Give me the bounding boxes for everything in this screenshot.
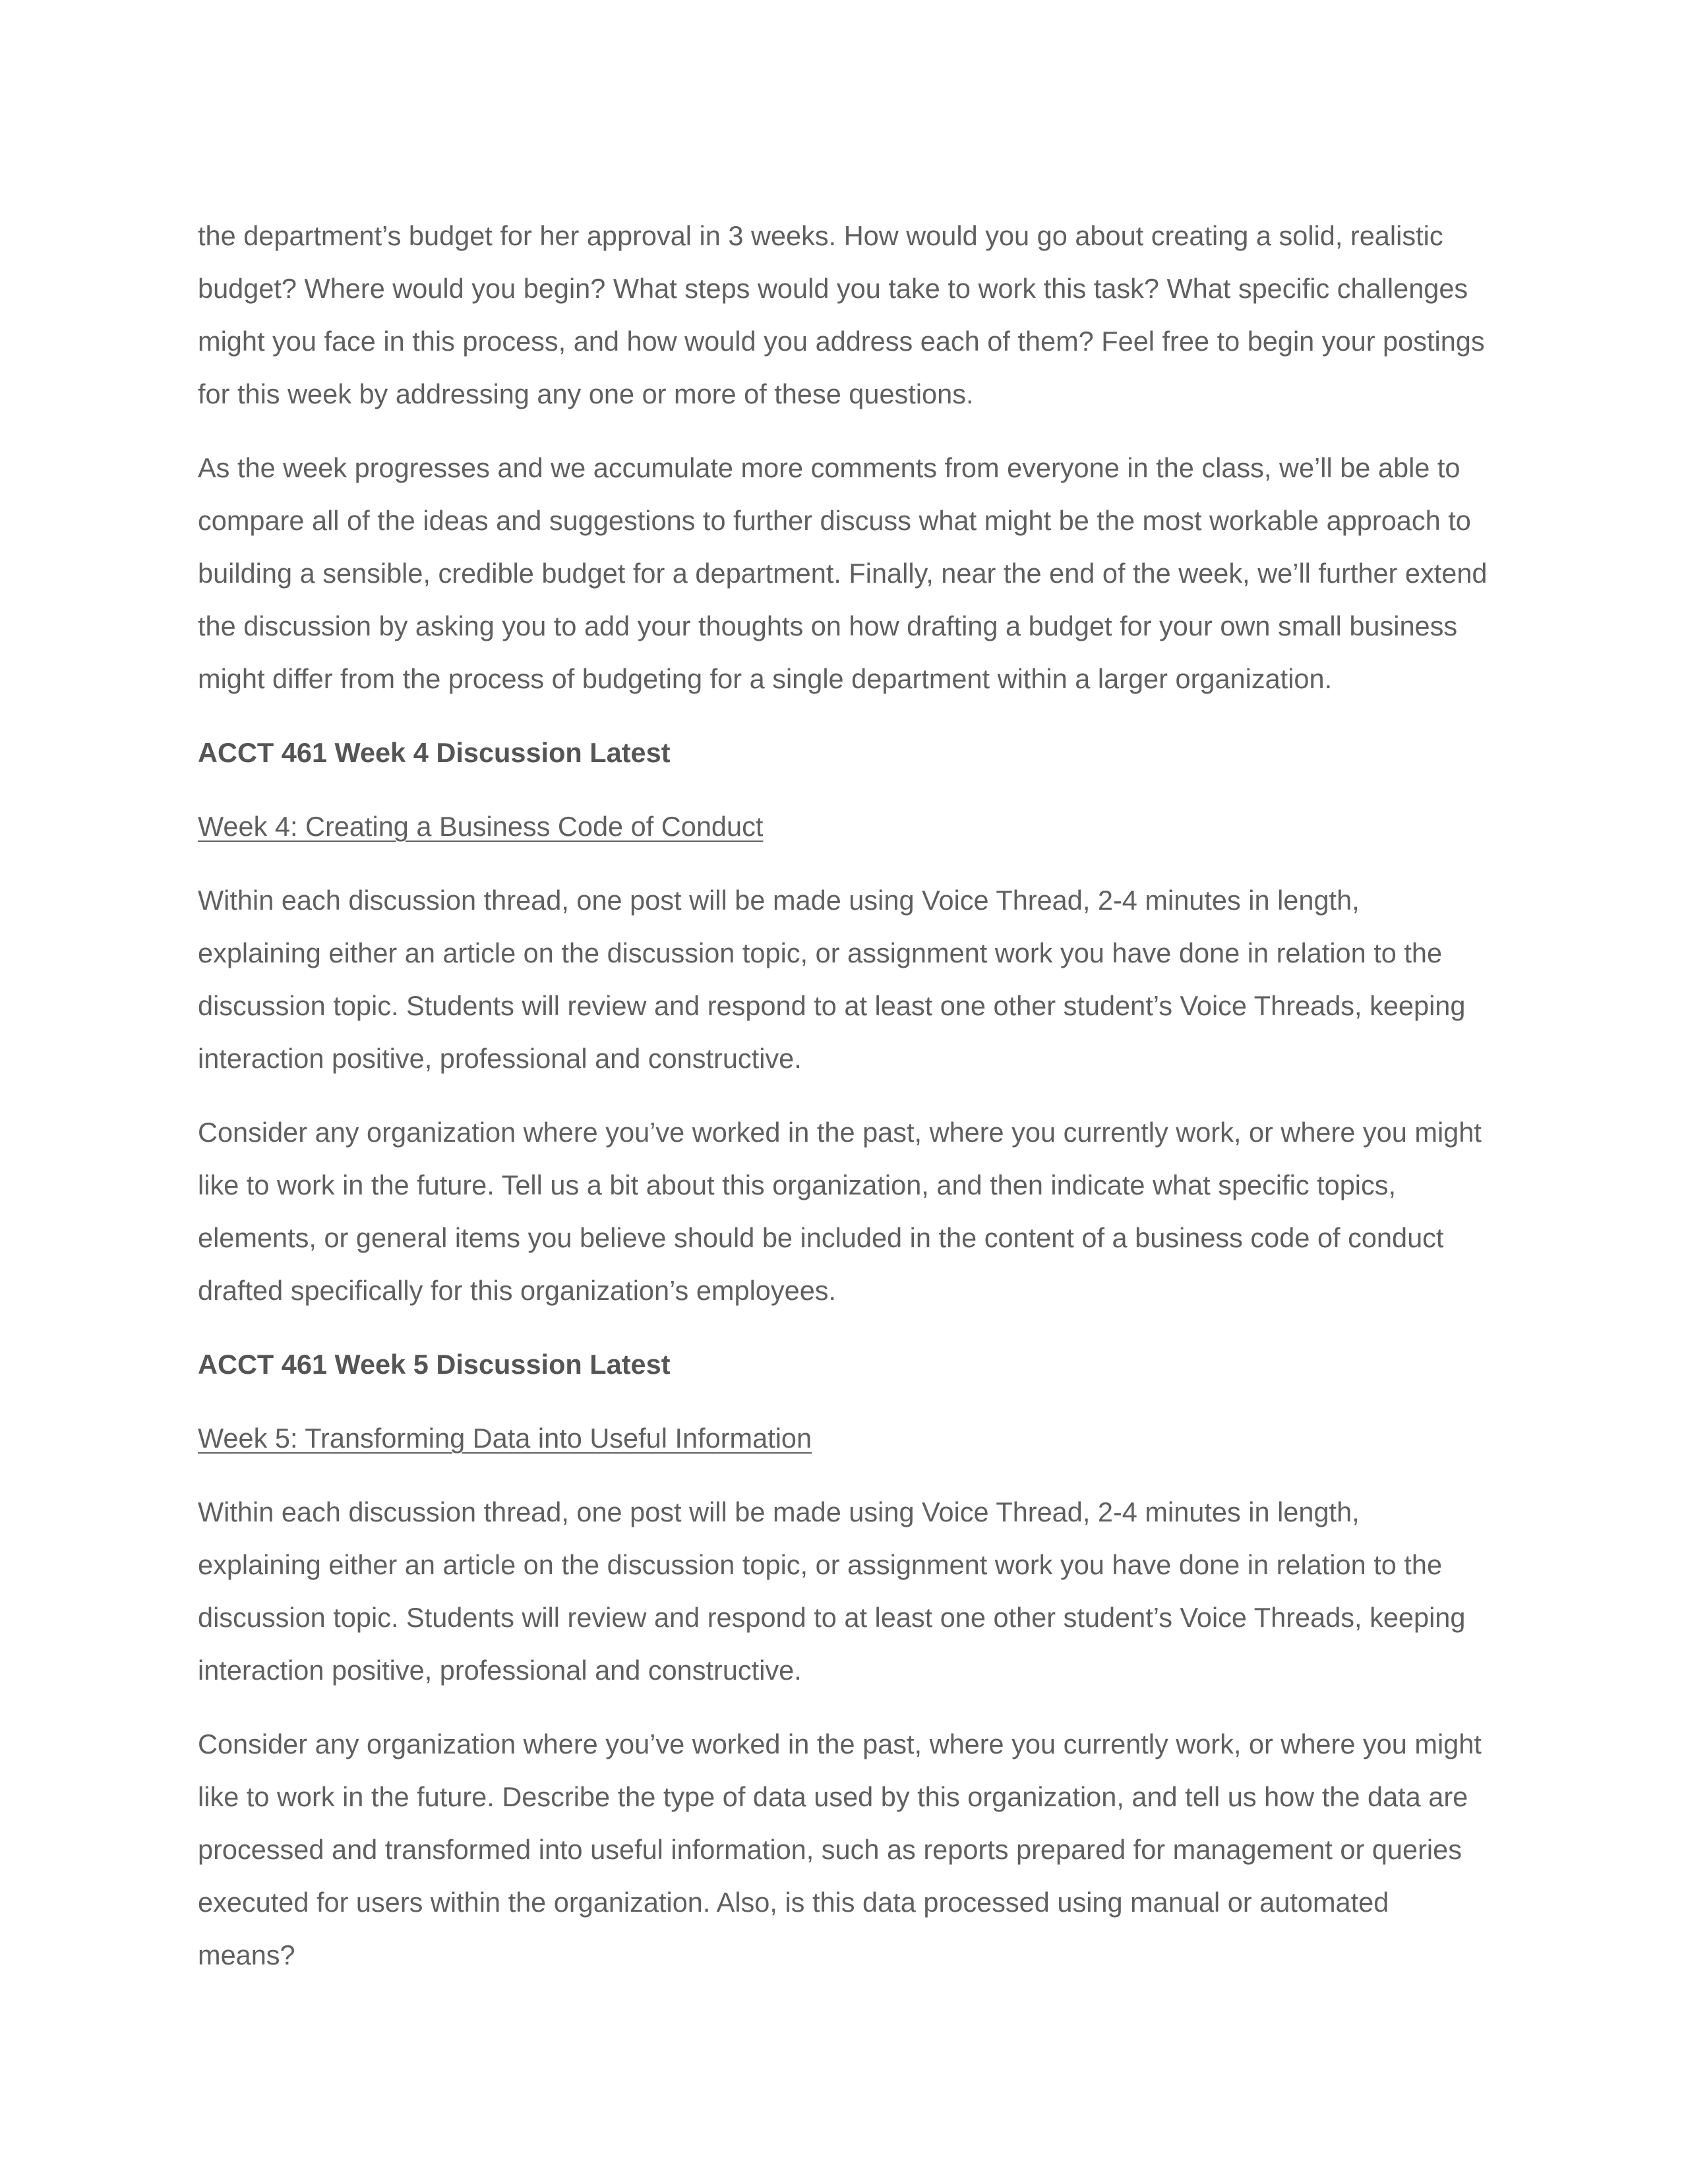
week-4-prompt-paragraph: Consider any organization where you’ve worked in the past, where you currently work, or where you might like to work in the future. Tell us a bit about this organization, and then indicate what specific topics, elements, or general items you believe should be included in the content of a business code of conduct drafted specifically for this organization’s employees. [198,1117,1482,1306]
week-5-voice-thread-paragraph: Within each discussion thread, one post will be made using Voice Thread, 2-4 minutes in length, explaining either an article on the discussion topic, or assignment work you have done in relation to the discussion topic. Students will review and respond to at least one other student’s Voice Threads, keeping interaction positive, professional and constructive. [198,1496,1466,1686]
week-5-subheading: Week 5: Transforming Data into Useful Information [198,1423,812,1454]
document-body [198,210,1490,2003]
week-4-voice-thread-paragraph: Within each discussion thread, one post will be made using Voice Thread, 2-4 minutes in length, explaining either an article on the discussion topic, or assignment work you have done in relation to the discussion topic. Students will review and respond to at least one other student’s Voice Threads, keeping interaction positive, professional and constructive. [198,885,1466,1074]
week-4-heading: ACCT 461 Week 4 Discussion Latest [198,737,671,768]
budget-questions-paragraph: the department’s budget for her approval in 3 weeks. How would you go about creating a solid, realistic budget? Where would you begin? What steps would you take to work this task? What specific challenges might you face in this process, and how would you address each of them? Feel free to begin your postings for this week by addressing any one or more of these questions. [198,220,1485,409]
week-5-heading: ACCT 461 Week 5 Discussion Latest [198,1349,671,1380]
week-4-subheading: Week 4: Creating a Business Code of Conduct [198,811,764,842]
budget-discussion-paragraph: As the week progresses and we accumulate more comments from everyone in the class, we’ll be able to compare all of the ideas and suggestions to further discuss what might be the most workable approach to building a sensible, credible budget for a department. Finally, near the end of the week, we’ll further extend the discussion by asking you to add your thoughts on how drafting a budget for your own small business might differ from the process of budgeting for a single department within a larger organization. [198,452,1488,694]
week-5-prompt-paragraph: Consider any organization where you’ve worked in the past, where you currently work, or where you might like to work in the future. Describe the type of data used by this organization, and tell us how the data are processed and transformed into useful information, such as reports prepared for management or queries executed for users within the organization. Also, is this data processed using manual or automated means? [198,1728,1482,1970]
